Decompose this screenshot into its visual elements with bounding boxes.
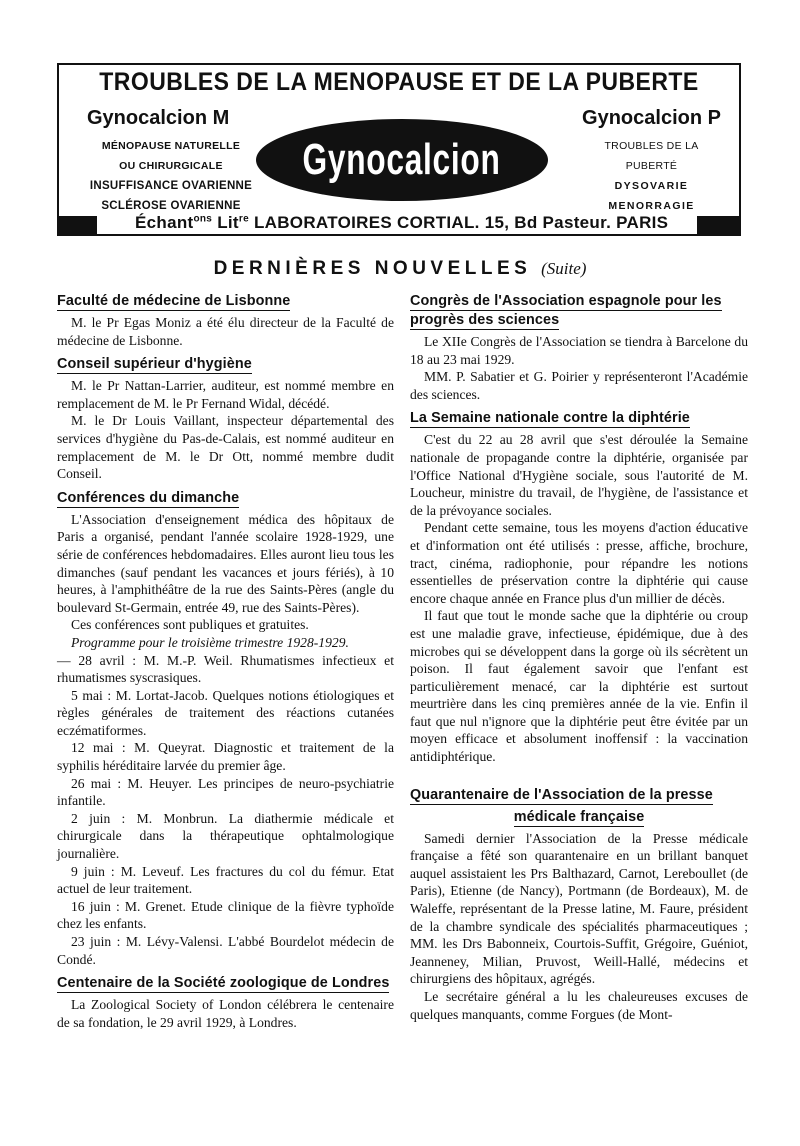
left-column <box>57 292 394 1031</box>
heading-text: La Semaine nationale contre la diphtérie <box>410 410 690 427</box>
heading-text: Centenaire de la Société zoologique de Londres <box>57 975 390 992</box>
paragraph: Samedi dernier l'Association de la Presse médicale française a fêté son quarantenaire en un brillant banquet auquel assistaient les Prs Balthazard, Carnot, Lereboullet (de Paris), Etienne (de Nancy), Portmann (de Bordeaux), M. de Waleffe, représentant de la Presse latine, M. Faure, président de la chambre syndicale des spécialités pharmaceutiques ; MM. les Drs Babonneix, Courtois-Suffit, Grégoire, Guéniot, Jeanneney, Milian, Pruvost, Weill-Hallé, médecins et chirurgiens des hôpitaux, agrégés. <box>410 830 748 987</box>
list-item: 5 mai : M. Lortat-Jacob. Quelques notions étiologiques et règles générales de traitement des réactions cutanées eczématiformes. <box>57 687 394 738</box>
ad-footer-echant: Échant <box>135 213 194 232</box>
program-title: Programme pour le troisième trimestre 1928-1929. <box>71 634 349 650</box>
ad-left-line: OU CHIRURGICALE <box>119 160 223 172</box>
ad-footer-sup: re <box>238 213 249 225</box>
heading-text: médicale française <box>513 808 645 825</box>
list-item: — 28 avril : M. M.-P. Weil. Rhumatismes infectieux et rhumatismes syscrasiques. <box>57 652 394 686</box>
paragraph: Le XIIe Congrès de l'Association se tiendra à Barcelone du 18 au 23 mai 1929. <box>410 334 748 367</box>
ad-footer-address: LABORATOIRES CORTIAL. 15, Bd Pasteur. PARIS <box>248 213 669 232</box>
ad-right-line: DYSOVARIE <box>614 180 689 192</box>
ad-bar-right <box>697 216 739 236</box>
list-item: 9 juin : M. Leveuf. Les fractures du col du fémur. Etat actuel de leur traitement. <box>57 863 394 897</box>
paragraph: MM. P. Sabatier et G. Poirier y représenteront l'Académie des sciences. <box>410 369 748 402</box>
ad-right-line: TROUBLES DE LA <box>604 140 699 152</box>
ad-footer-lit: Lit <box>212 213 239 232</box>
gynocalcion-logo <box>256 119 548 201</box>
heading-congres <box>410 292 748 331</box>
paragraph: M. le Pr Egas Moniz a été élu directeur de la Faculté de médecine de Lisbonne. <box>57 315 394 348</box>
paragraph: L'Association d'enseignement médica des hôpitaux de Paris a organisé, pendant l'année scolaire 1928-1929, une série de conférences hebdomadaires. Elles auront lieu tous les dimanches (sauf pendant les vacances et jours fériés), à 10 heures, à l'amphithéâtre de la rue des Saints-Pères (angle du boulevard St-Germain, entrée 49, rue des Saints-Pères). <box>57 511 394 615</box>
heading-text: Conférences du dimanche <box>57 489 240 506</box>
ad-left-line: SCLÉROSE OVARIENNE <box>101 200 241 212</box>
ad-right-block <box>574 107 729 216</box>
ad-right-line: MENORRAGIE <box>608 200 695 212</box>
list-item: 12 mai : M. Queyrat. Diagnostic et traitement de la syphilis héréditaire larvée du premier âge. <box>57 740 394 774</box>
ad-left-line: INSUFFISANCE OVARIENNE <box>89 180 253 192</box>
ad-title: TROUBLES DE LA MENOPAUSE ET DE LA PUBERTE <box>99 68 699 96</box>
paragraph: Ces conférences sont publiques et gratuites. <box>71 617 309 633</box>
ad-footer <box>135 213 668 233</box>
ad-left-block <box>71 107 271 216</box>
heading-lisbonne <box>57 292 394 312</box>
heading-conferences <box>57 489 394 509</box>
heading-text: Conseil supérieur d'hygiène <box>57 356 252 373</box>
paragraph: Il faut que tout le monde sache que la diphtérie ou croup est une maladie grave, infectieuse, épidémique, due à des microbes qui se développent dans la gorge où ils sécrètent un poison. Il faut également savoir que l'enfant est particulièrement menacé, car la diphtérie est surtout meurtrière dans les cinq premières année de la vie. Enfin il faut que nul n'ignore que la diphtérie peut être évitée par un moyen efficace et absolument inoffensif : la vaccination antidiphtérique. <box>410 608 748 765</box>
heading-text: Faculté de médecine de Lisbonne <box>57 293 291 309</box>
paragraph: M. le Dr Louis Vaillant, inspecteur départemental des services d'hygiène du Pas-de-Calais, est nommé auditeur en remplacement de M. le Dr Ott, nommé membre dudit Conseil. <box>57 413 394 482</box>
heading-quarantenaire <box>410 786 748 806</box>
heading-conseil <box>57 355 394 375</box>
right-column <box>410 292 748 1023</box>
ad-bar-left <box>59 216 97 236</box>
list-item: 2 juin : M. Monbrun. La diathermie médicale et chirurgicale dans la thérapeutique ophtalmologique journalière. <box>57 810 394 862</box>
paragraph: La Zoological Society of London célébrera le centenaire de sa fondation, le 29 avril 1929, à Londres. <box>57 997 394 1030</box>
section-suite: (Suite) <box>541 259 587 278</box>
paragraph: Le secrétaire général a lu les chaleureuses excuses de quelques manquants, comme Forgues (de Mont- <box>410 989 748 1022</box>
list-item: 16 juin : M. Grenet. Etude clinique de la fièvre typhoïde chez les enfants. <box>57 898 394 932</box>
ad-right-product: Gynocalcion P <box>582 107 721 129</box>
paragraph: C'est du 22 au 28 avril que s'est déroulée la Semaine nationale de propagande contre la diphtérie, organisée par l'Office National d'Hygiène sociale, sous l'autorité de M. Loucheur, ministre du travail, de l'hygiène, de l'assistance et de la prévoyance sociales. <box>410 432 748 518</box>
heading-quarantenaire-2 <box>410 808 748 828</box>
section-title-text: DERNIÈRES NOUVELLES <box>213 258 532 279</box>
ad-left-product: Gynocalcion M <box>87 107 230 129</box>
ad-footer-sup: ons <box>193 213 213 225</box>
ad-left-line: MÉNOPAUSE NATURELLE <box>101 140 241 152</box>
heading-centenaire <box>57 974 394 994</box>
advertisement <box>57 63 741 236</box>
heading-text: Quarantenaire de l'Association de la presse <box>410 786 713 803</box>
ad-right-line: PUBERTÉ <box>625 160 678 172</box>
ad-logo-text: Gynocalcion <box>302 135 502 184</box>
section-title <box>0 258 800 280</box>
list-item: 26 mai : M. Heuyer. Les principes de neuro-psychiatrie infantile. <box>57 775 394 809</box>
list-item: 23 juin : M. Lévy-Valensi. L'abbé Bourdelot médecin de Condé. <box>57 934 394 967</box>
heading-text: Congrès de l'Association espagnole pour les progrès des sciences <box>410 293 722 328</box>
paragraph: Pendant cette semaine, tous les moyens d'action éducative et d'information ont été utilisés : presse, affiche, brochure, tract, cinéma, radiophonie, pour répandre les notions essentielles de préservation contre la diphtérie qui cause encore chaque année en France plus d'un millier de décès. <box>410 520 748 606</box>
heading-diphterie <box>410 409 748 429</box>
paragraph: M. le Pr Nattan-Larrier, auditeur, est nommé membre en remplacement de M. le Pr Fernand Widal, décédé. <box>57 378 394 411</box>
